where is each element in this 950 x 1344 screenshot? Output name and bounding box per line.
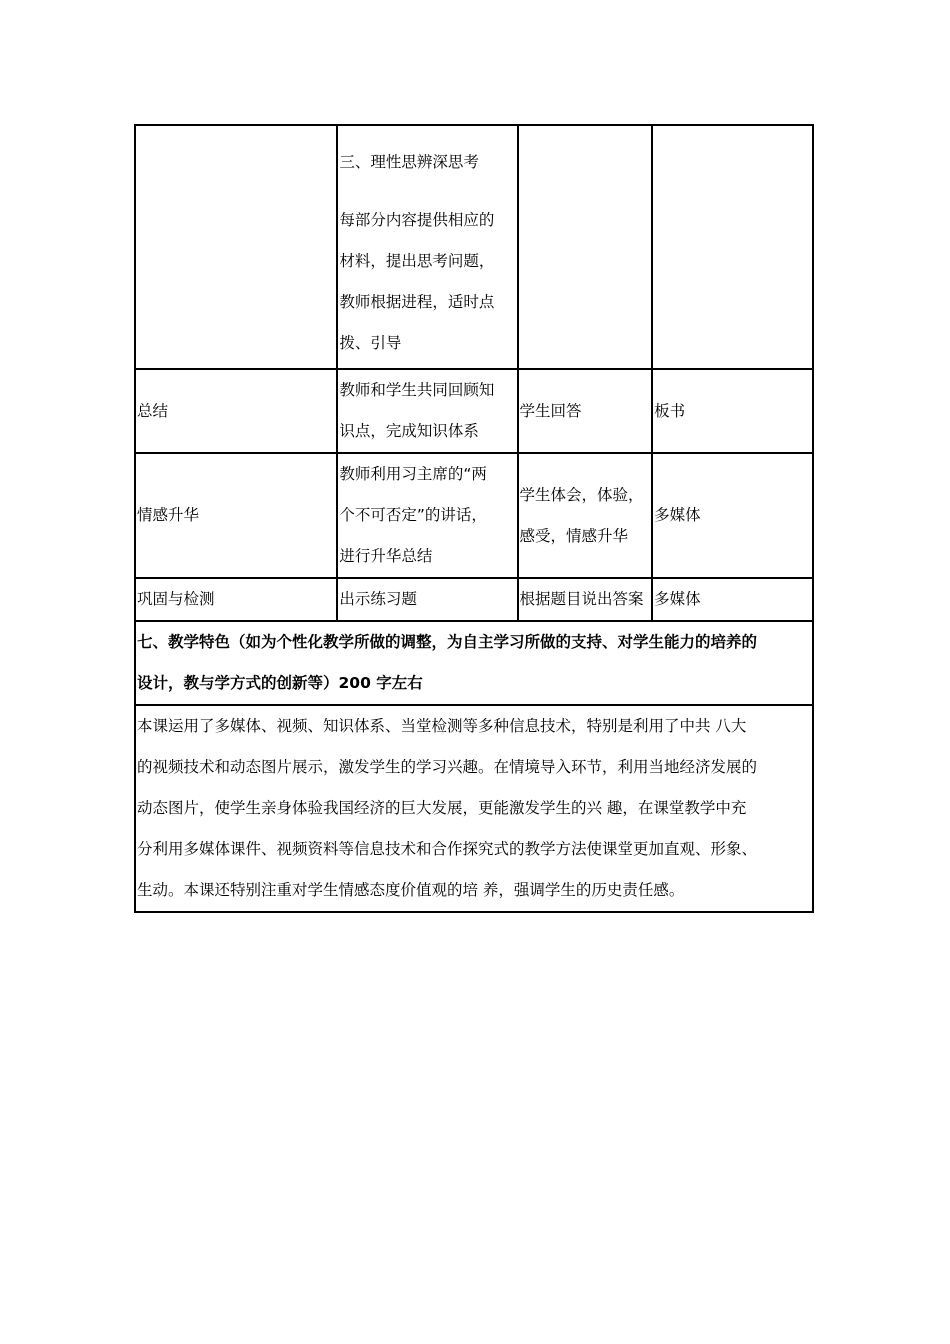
student-cell: 根据题目说出答案	[518, 578, 653, 621]
lesson-plan-table	[134, 124, 814, 913]
resource-cell	[652, 125, 813, 369]
method-line: 每部分内容提供相应的	[339, 211, 495, 229]
student-cell: 学生回答	[518, 369, 653, 453]
stage-cell: 总结	[135, 369, 337, 453]
student-line: 学生体会，体验，	[519, 485, 644, 504]
table-row	[135, 705, 813, 912]
table-row	[135, 578, 813, 621]
teacher-line: 个不可否定”的讲话，	[339, 506, 487, 524]
body-line: 动态图片，使学生亲身体验我国经济的巨大发展，更能激发学生的兴 趣，在课堂教学中充	[137, 799, 747, 817]
student-cell	[518, 453, 653, 578]
stage-cell: 巩固与检测	[135, 578, 337, 621]
teacher-line: 教师和学生共同回顾知	[339, 381, 495, 399]
table-row	[135, 125, 813, 369]
section-heading-line: 七、教学特色（如为个性化教学所做的调整，为自主学习所做的支持、对学生能力的培养的	[137, 633, 758, 651]
method-line: 拨、引导	[339, 334, 402, 352]
section-heading	[135, 621, 813, 705]
teacher-line: 进行升华总结	[339, 547, 433, 565]
table-row	[135, 453, 813, 578]
teacher-cell	[337, 369, 517, 453]
stage-cell: 情感升华	[135, 453, 337, 578]
body-line: 分利用多媒体课件、视频资料等信息技术和合作探究式的教学方法使课堂更加直观、形象、	[137, 840, 758, 858]
student-cell	[518, 125, 653, 369]
table-row	[135, 621, 813, 705]
resource-cell: 板书	[652, 369, 813, 453]
table-row	[135, 369, 813, 453]
body-line: 的视频技术和动态图片展示，激发学生的学习兴趣。在情境导入环节，利用当地经济发展的	[137, 758, 758, 776]
body-line: 本课运用了多媒体、视频、知识体系、当堂检测等多种信息技术，特别是利用了中共 八大	[137, 717, 747, 735]
method-line: 教师根据进程，适时点	[339, 293, 495, 311]
method-cell	[337, 125, 517, 369]
teacher-cell: 出示练习题	[337, 578, 517, 621]
resource-cell: 多媒体	[652, 453, 813, 578]
teacher-cell	[337, 453, 517, 578]
student-line: 感受，情感升华	[519, 526, 629, 545]
section-heading-line: 设计，教与学方式的创新等）200 字左右	[137, 674, 423, 692]
teacher-line: 教师利用习主席的“两	[339, 465, 487, 483]
method-heading: 三、理性思辨深思考	[339, 153, 479, 171]
resource-cell: 多媒体	[652, 578, 813, 621]
section-body	[135, 705, 813, 912]
method-line: 材料，提出思考问题，	[339, 252, 495, 270]
teacher-line: 识点，完成知识体系	[339, 422, 479, 440]
stage-cell	[135, 125, 337, 369]
body-line: 生动。本课还特别注重对学生情感态度价值观的培 养，强调学生的历史责任感。	[137, 881, 685, 899]
